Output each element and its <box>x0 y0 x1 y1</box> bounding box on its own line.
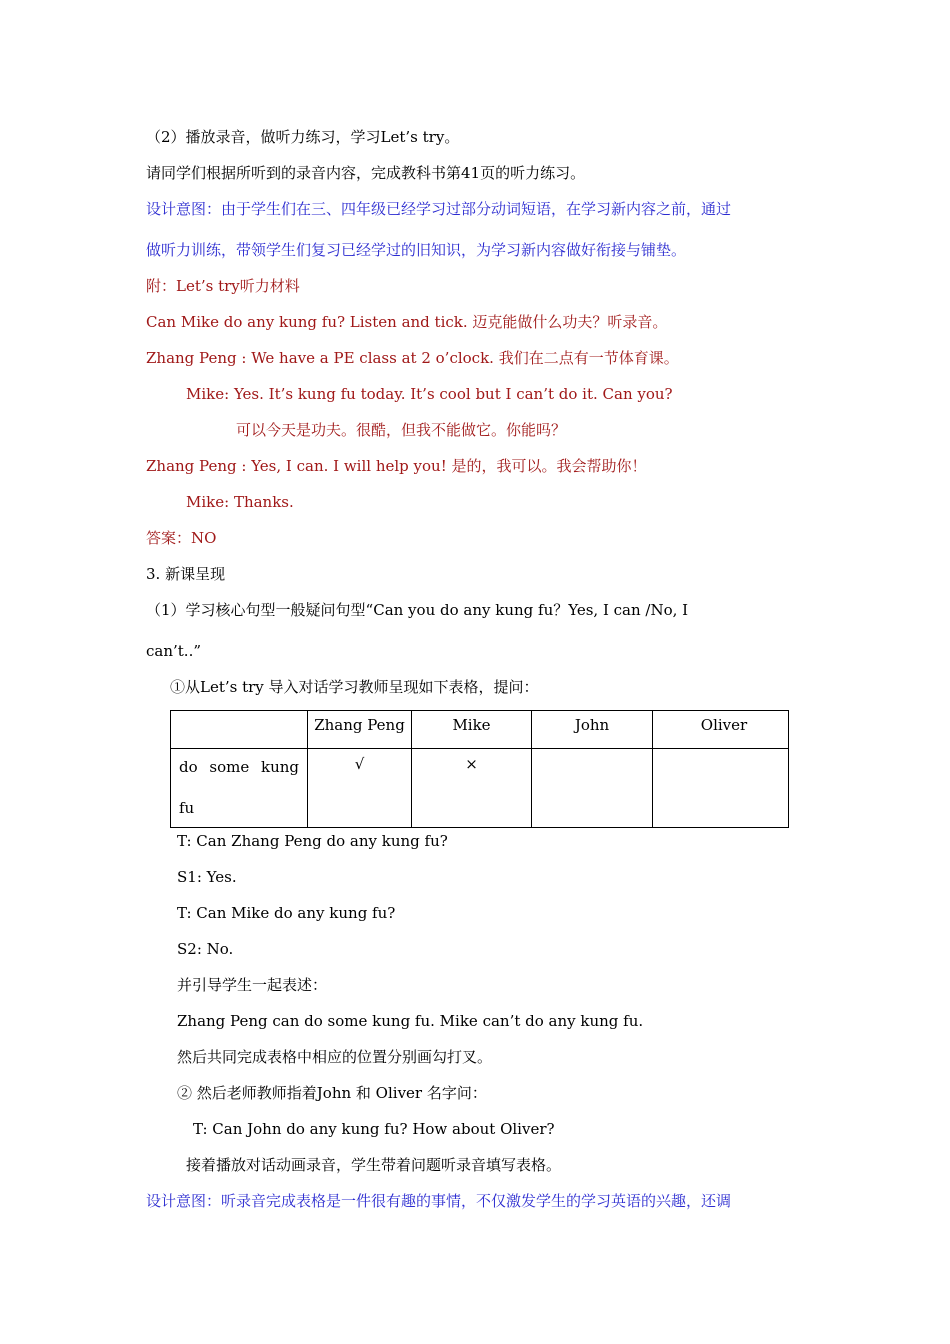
heading-lets-try: （2）播放录音，做听力练习，学习Let’s try。 <box>146 128 460 146</box>
row-label-word: do <box>179 758 198 776</box>
answer-line: 答案：NO <box>146 529 217 547</box>
table-header-cell: Mike <box>412 711 532 749</box>
script-line: 可以今天是功夫。很酷，但我不能做它。你能吗？ <box>236 421 567 439</box>
empty-cell <box>653 749 788 754</box>
instruction-text: 请同学们根据所听到的录音内容，完成教科书第41页的听力练习。 <box>146 164 586 182</box>
row-label-cell <box>171 749 308 828</box>
table-header-row <box>171 711 789 749</box>
script-line: Can Mike do any kung fu? Listen and tick. 迈克能做什么功夫？听录音。 <box>146 313 668 331</box>
dialogue-line: T: Can John do any kung fu? How about Oliver? <box>193 1120 555 1138</box>
script-line: Mike: Thanks. <box>186 493 294 511</box>
kung-fu-table <box>170 710 789 828</box>
row-label-word: kung <box>260 758 299 776</box>
row-label-word: some <box>209 758 250 776</box>
instruction-text: 接着播放对话动画录音，学生带着问题听录音填写表格。 <box>186 1156 562 1174</box>
table-header-cell <box>171 711 308 749</box>
script-line: Zhang Peng : We have a PE class at 2 o’clock. 我们在二点有一节体育课。 <box>146 349 679 367</box>
instruction-text: 并引导学生一起表述： <box>177 976 328 994</box>
table-header-cell: Zhang Peng <box>308 711 412 749</box>
table-row <box>171 749 789 828</box>
row-label-word: fu <box>179 799 195 817</box>
dialogue-line: S1: Yes. <box>177 868 237 886</box>
dialogue-line: S2: No. <box>177 940 234 958</box>
design-intent-2: 做听力训练，带领学生们复习已经学过的旧知识，为学习新内容做好衔接与铺垫。 <box>146 241 687 259</box>
step-two: ② 然后老师教师指着John 和 Oliver 名字问： <box>177 1084 487 1102</box>
dialogue-line: T: Can Mike do any kung fu? <box>177 904 396 922</box>
design-intent-1: 设计意图：由于学生们在三、四年级已经学习过部分动词短语，在学习新内容之前，通过 <box>146 200 732 218</box>
empty-cell <box>532 749 652 754</box>
core-sentence-line: （1）学习核心句型一般疑问句型“Can you do any kung fu？Yes, I can /No, I <box>146 601 689 619</box>
table-header-cell: Oliver <box>653 711 789 749</box>
section-heading: 3. 新课呈现 <box>146 565 226 583</box>
step-one: ①从Let’s try 导入对话学习教师呈现如下表格，提问： <box>170 678 539 696</box>
script-line: Mike: Yes. It’s kung fu today. It’s cool but I can’t do it. Can you? <box>186 385 673 403</box>
script-line: Zhang Peng : Yes, I can. I will help you! 是的，我可以。我会帮助你！ <box>146 457 647 475</box>
instruction-text: 然后共同完成表格中相应的位置分别画勾打叉。 <box>177 1048 493 1066</box>
dialogue-line: T: Can Zhang Peng do any kung fu? <box>177 832 448 850</box>
appendix-title: 附：Let’s try听力材料 <box>146 277 300 295</box>
cross-mark: × <box>465 755 478 773</box>
core-sentence-line-cont: can’t..” <box>146 642 202 660</box>
table-header-cell: John <box>532 711 653 749</box>
design-intent-3: 设计意图：听录音完成表格是一件很有趣的事情，不仅激发学生的学习英语的兴趣，还调 <box>146 1192 732 1210</box>
tick-mark: √ <box>354 755 365 773</box>
summary-sentence: Zhang Peng can do some kung fu. Mike can’t do any kung fu. <box>177 1012 644 1030</box>
